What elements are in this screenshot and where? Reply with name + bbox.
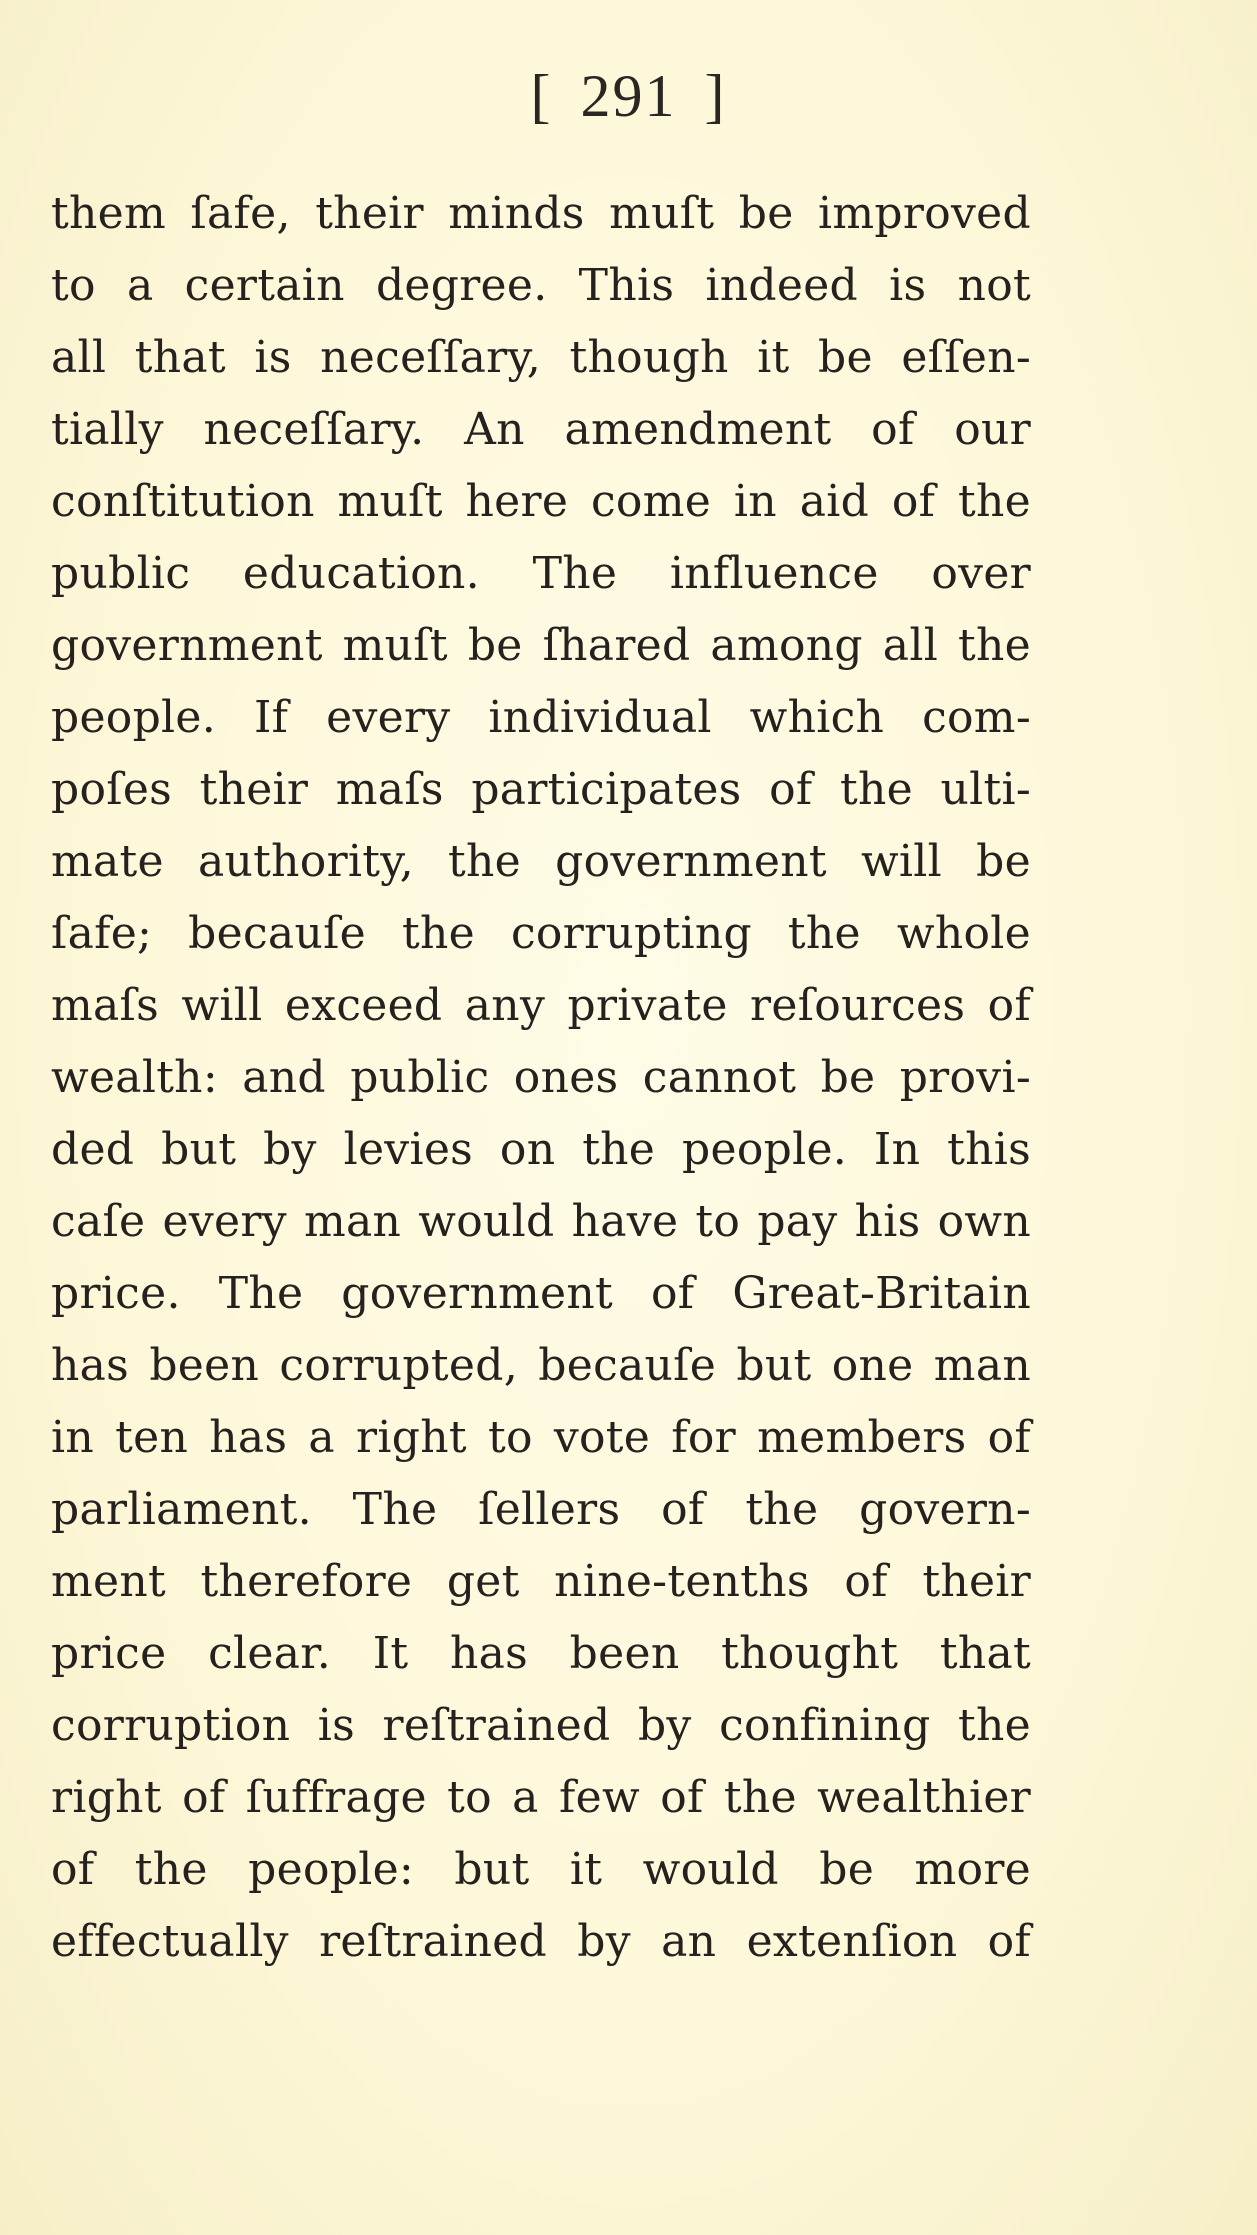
text-line: corruption is reſtrained by confining the [51,1700,1031,1751]
text-line: in ten has a right to vote for members of [51,1412,1031,1463]
page-number: 291 [580,63,677,129]
text-line: mate authority, the government will be [51,836,1031,887]
text-line: price. The government of Great-Britain [51,1268,1031,1319]
text-line: effectually reſtrained by an extenſion of [51,1916,1031,1967]
text-line: parliament. The ſellers of the govern- [51,1484,1031,1535]
text-line: ded but by levies on the people. In this [51,1124,1031,1175]
text-line: public education. The influence over [51,548,1031,599]
right-bracket: ] [704,63,727,129]
text-line: right of ſuffrage to a few of the wealthier [51,1772,1031,1823]
text-line: price clear. It has been thought that [51,1628,1031,1679]
text-line: conſtitution muſt here come in aid of the [51,476,1031,527]
text-line: them ſafe, their minds muſt be improved [51,188,1031,239]
text-line: ment therefore get nine-tenths of their [51,1556,1031,1607]
text-line: to a certain degree. This indeed is not [51,260,1031,311]
text-line: maſs will exceed any private reſources of [51,980,1031,1031]
text-line: tially neceſſary. An amendment of our [51,404,1031,455]
text-line: all that is neceſſary, though it be eſſen- [51,332,1031,383]
text-line: has been corrupted, becauſe but one man [51,1340,1031,1391]
page-number-header [0,62,1257,131]
text-line: of the people: but it would be more [51,1844,1031,1895]
text-line: poſes their maſs participates of the ulti- [51,764,1031,815]
text-line: ſafe; becauſe the corrupting the whole [51,908,1031,959]
text-line: caſe every man would have to pay his own [51,1196,1031,1247]
body-text [51,178,1031,1978]
text-line: people. If every individual which com- [51,692,1031,743]
left-bracket: [ [530,63,553,129]
text-line: government muſt be ſhared among all the [51,620,1031,671]
text-line: wealth: and public ones cannot be provi- [51,1052,1031,1103]
